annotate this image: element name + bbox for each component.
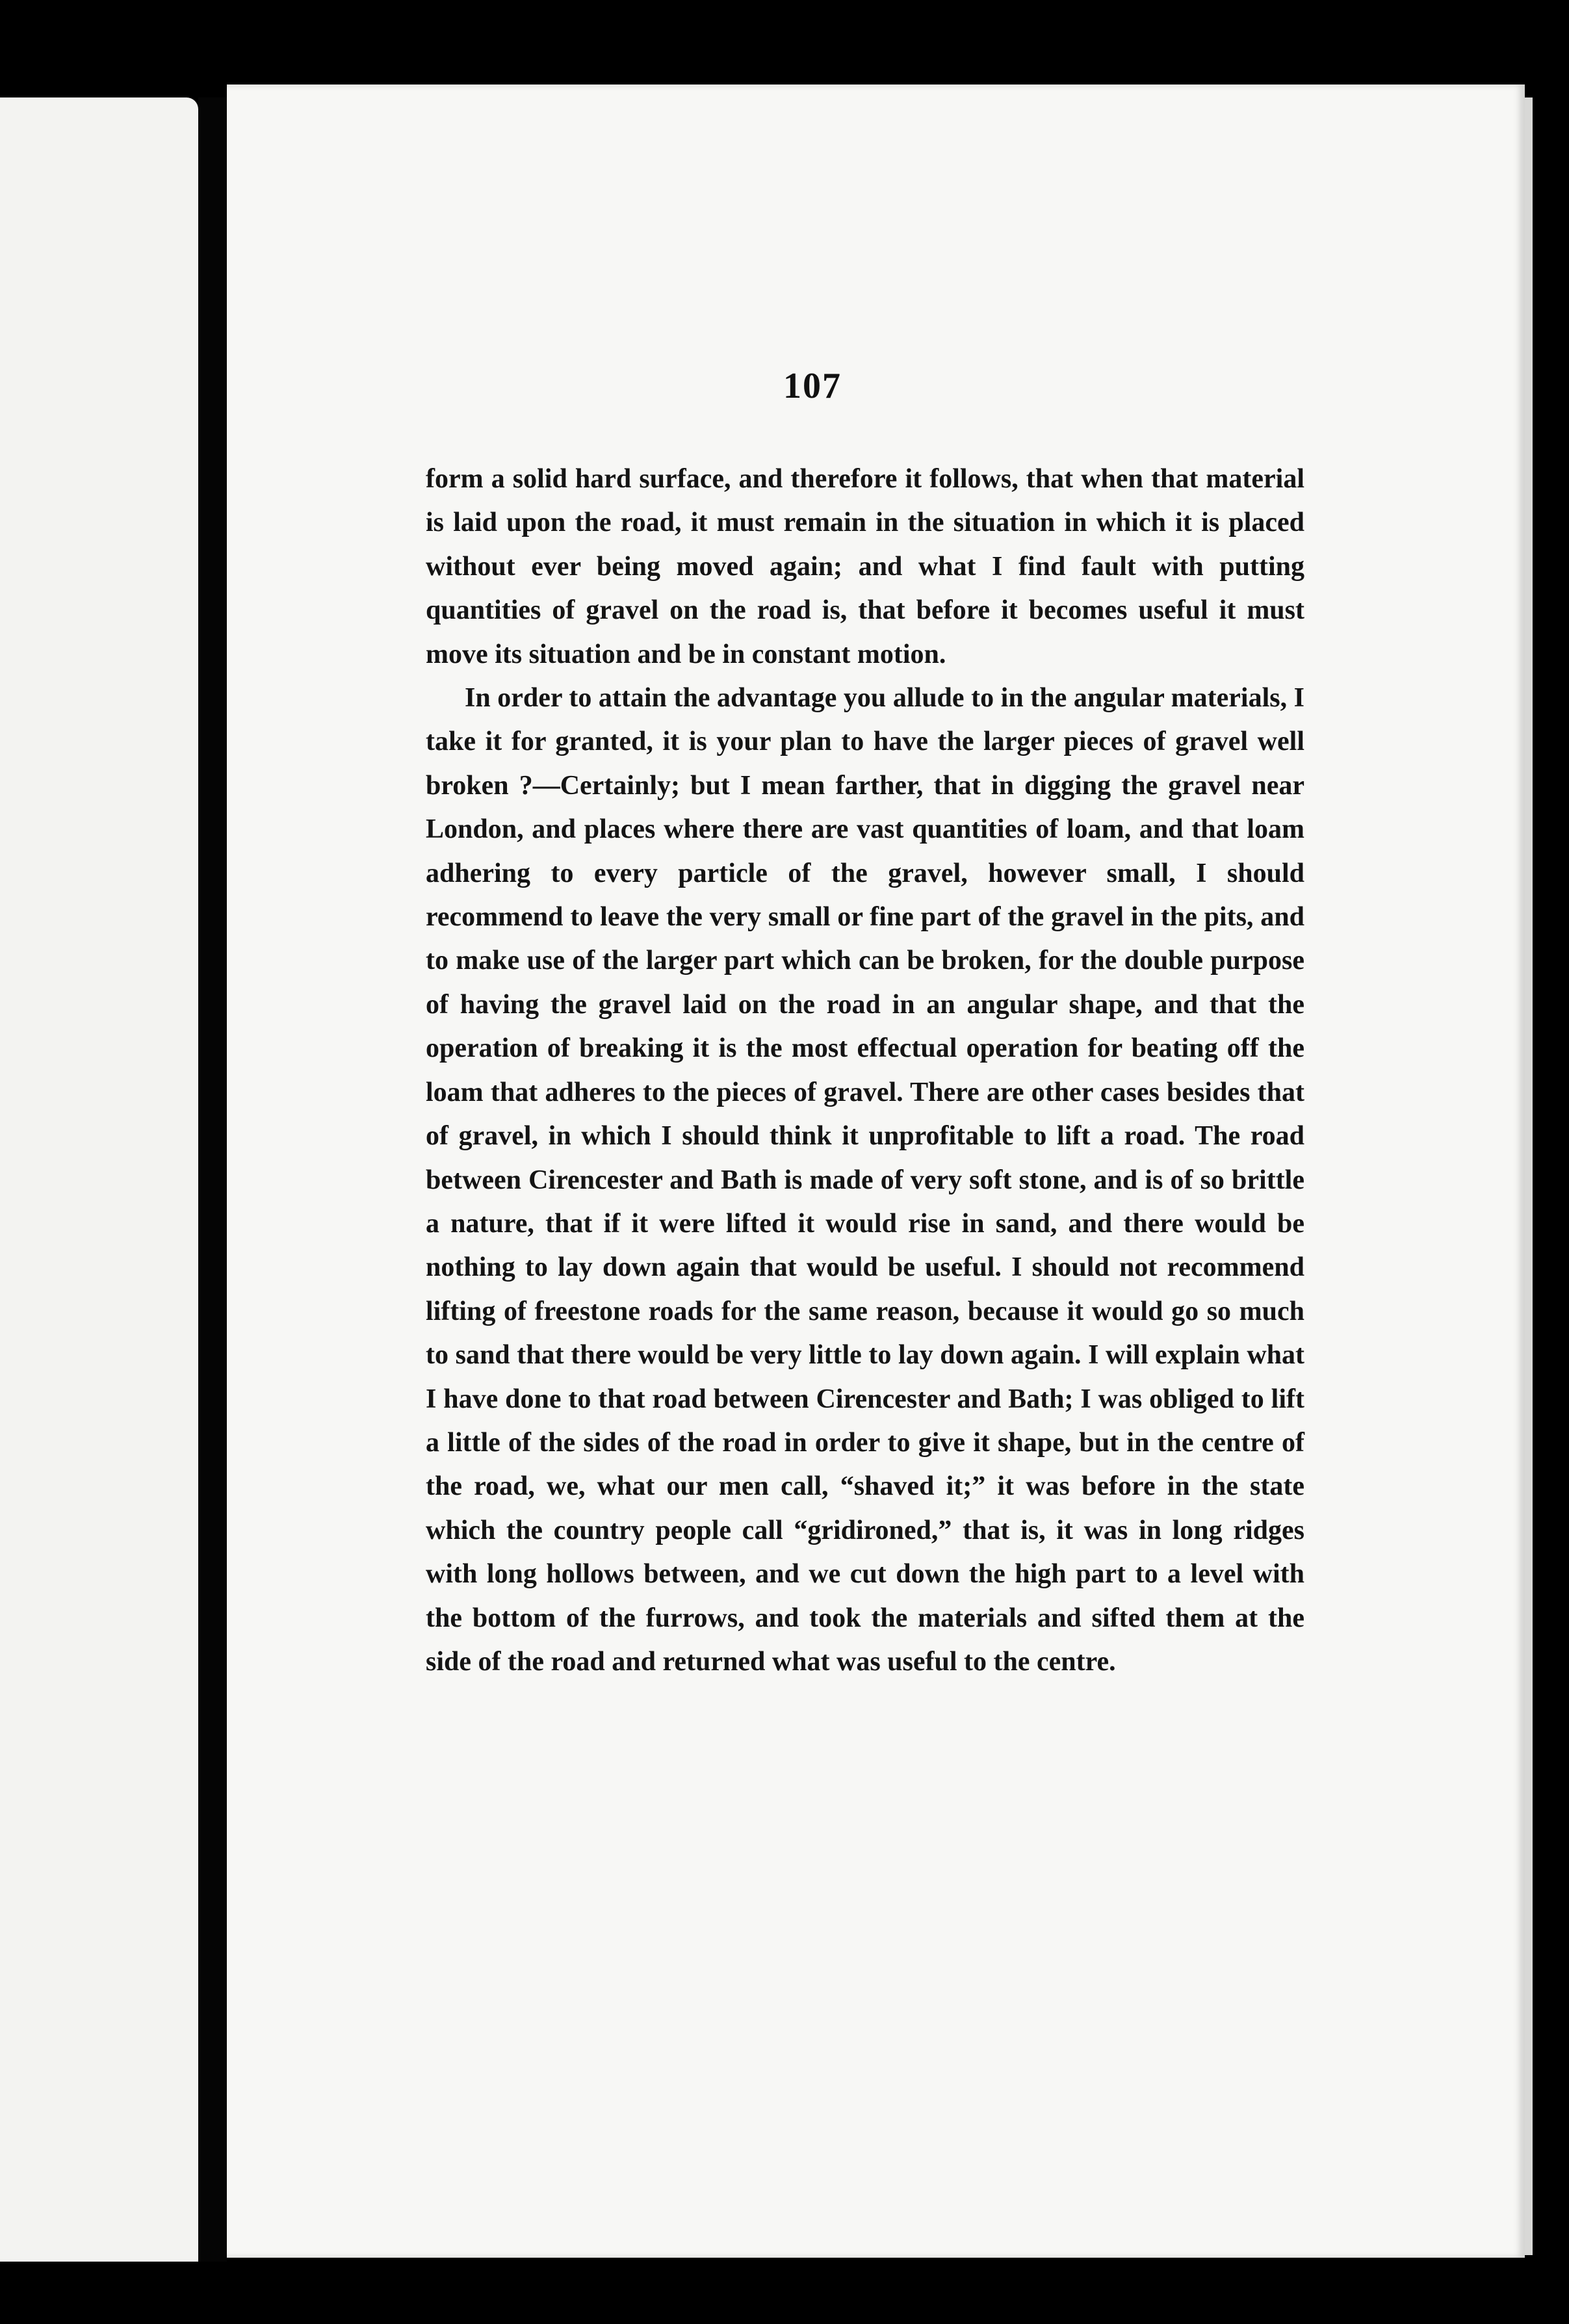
- facing-page-left: [0, 97, 198, 2262]
- paragraph-1: form a solid hard surface, and therefore it follows, that when that material is laid upon the road, it must remain in the situation in which it is placed without ever being moved again; and what I find fault with putting quantities of gravel on the road is, that before it becomes useful it must move its situation and be in constant motion.: [426, 464, 1304, 669]
- page-number: 107: [783, 366, 842, 406]
- paragraph-2: In order to attain the advantage you allude to in the angular materials, I take it for granted, it is your plan to have the larger pieces of gravel well broken ?—Certainly; but I mean farther, that in digging the gravel near London, and places where there are vast quantities of loam, and that loam adhering to every particle of the gravel, however small, I should recommend to leave the very small or fine part of the gravel in the pits, and to make use of the larger part which can be broken, for the double purpose of having the gravel laid on the road in an angular shape, and that the operation of breaking it is the most effectual operation for beating off the loam that adheres to the pieces of gravel. There are other cases besides that of gravel, in which I should think it unprofitable to lift a road. The road between Cirencester and Bath is made of very soft stone, and is of so brittle a nature, that if it were lifted it would rise in sand, and there would be nothing to lay down again that would be useful. I should not recommend lifting of freestone roads for the same reason, because it would go so much to sand that there would be very little to lay down again. I will explain what I have done to that road between Cirencester and Bath; I was obliged to lift a little of the sides of the road in order to give it shape, but in the centre of the road, we, what our men call, “shaved it;” it was before in the state which the country people call “gridironed,” that is, it was in long ridges with long hollows between, and we cut down the high part to a level with the bottom of the furrows, and took the materials and sifted them at the side of the road and returned what was useful to the centre.: [426, 683, 1304, 1677]
- body-text: [426, 458, 1304, 1684]
- book-gutter: [198, 97, 227, 2262]
- page-edge: [1525, 97, 1533, 2255]
